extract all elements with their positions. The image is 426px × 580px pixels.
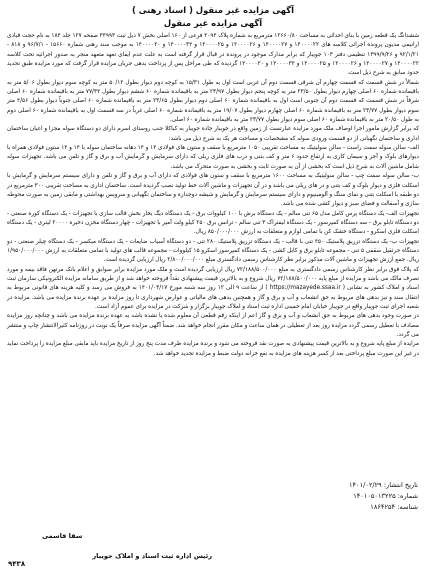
body-paragraph-6: تجهیزات الف- یک دستگاه پرس کامل مدل ۶۵ تنی سالم - یک دستگاه برش با ۱۰۰ کیلووات برق - یک دستگاه دیگ بخار بخش قالب سازی با تجهیزات - یک دستگاه کوره صنعتی - دو دستگاه تابلو برق - سه دستگاه کمپرسور - یک دستگاه لیفتراک ۳ تنی سالم - ترانس برق ۲۵۰ کیلو ولت آمپر با تجهیزات - چهار دستگاه مخزن ذخیره ۲۰۰۰۰ لیتری - یک دستگاه اسکلت فلزی اسکرو - دستگاه خشک کن با تمامی لوازم و متعلقات به ارزش ۸۵۰/۰۰۰/۰۰۰ ریال. bbox=[7, 210, 419, 236]
signatory-name: سقا قاسمی bbox=[42, 532, 83, 540]
auction-notice bbox=[4, 4, 422, 572]
body-paragraph-9: در صورت وجود بدهی های مربوط به حق انشعاب و آب و برق و گاز اعم از اینکه رقم قطعی آن معلوم شده یا نشده باشد به عهده برنده مزایده می باشد و چنانچه روز مزایده مصادف با تعطیل رسمی گردد مزایده روز بعد از تعطیلی در همان ساعت و مکان مقرر انجام خواهد شد. ضمناً آگهی مزایده صرفاً یک نوبت در روزنامه کثیرالانتشار چاپ و منتشر می گردد. bbox=[7, 313, 419, 338]
body-paragraph-3: که برابر گزارش مامور اجرا اوصاف ملک مورد مزایده عبارتست از زمین واقع در جویبار جاده جویبار به کیاکلا جنب روستای اسرم دارای دو دستگاه سوله مجزا و اعیان ساختمان اداری و ساختمان نگهبانی از دو قسمت ورودی سوله که مشخصات و مساحت هر یک به شرح ذیل می باشد: bbox=[7, 126, 419, 142]
notice-footer bbox=[4, 480, 422, 572]
publication-date: تاریخ انتشار: ۱۴۰۱/۰۲/۲۹ bbox=[348, 481, 418, 489]
identifier: شناسه: ۱۸۶۴۲۵۴ bbox=[370, 503, 418, 511]
reference-code: ۹۴۳۸ bbox=[8, 560, 26, 568]
body-paragraph-8: که پلاک فوق برابر نظر کارشناس رسمی دادگستری به مبلغ ۷۲/۱۸۸/۵۰۰/۰۰۰ ریال ارزیابی گردیده است و ملک مورد مزایده برابر سوابق و اعلام بانک مرتهن فاقد بیمه و مورد تصرف مالک می باشد و مزایده از مبلغ پایه ۷۲/۱۸۸/۵۰۰/۰۰۰ ریال شروع و به بالاترین قیمت پیشنهادی نقداً فروخته خواهد شد و از طریق سامانه مزایده الکترونیکی سازمان ثبت اسناد و املاک کشور به نشانی ( https://mazayede.ssaa.ir ) از ساعت ۹ الی ۱۲ روز سه شنبه مورخ ۱۴۰۱/۰۳/۱۷ به فروش می رسد و کلیه هزینه های قانونی مربوط به انتقال سند و نیز بدهی های مربوط به حق انشعاب و آب و برق و گاز و همچنین بدهی های مالیاتی و عوارض شهرداری تا روز مزایده بر عهده برنده مزایده می باشد. مزایده در شعبه اجرای ثبت جویبار واقع در جویبار خیابان امام خمینی اداره ثبت اسناد و املاک جویبار برگزار و شرکت در مزایده برای عموم آزاد است. bbox=[7, 266, 420, 310]
body-paragraph-7: تجهیزات ب- یک دستگاه تزریق پلاستیک ۴۵۰ تنی با قالب - یک دستگاه تزریق پلاستیک ۲۸۰ تنی - دو دستگاه آسیاب ضایعات - یک دستگاه میکسر - یک دستگاه چیلر صنعتی - دو دستگاه جرثقیل سقفی ۵ تنی - مجموعه تابلو برق و کابل کشی - یک دستگاه کمپرسور اسکرو ۱۵ کیلووات - مجموعه قالب های تولید با تمامی متعلقات به ارزش ۱/۹۵۰/۰۰۰/۰۰۰ ریال. جمع ارزش تجهیزات و ماشین آلات مذکور برابر نظر کارشناس رسمی دادگستری مبلغ ۲/۸۰۰/۰۰۰/۰۰۰ ریال ارزیابی گردیده است. bbox=[7, 238, 419, 264]
body-paragraph-1: ششدانگ یک قطعه زمین با بنای احداثی به مساحت ۱۲۶۶۰/۸۰ مترمربع به شماره پلاک ۲۰۹۴ فرعی از ۱۶۰ اصلی بخش ۷ ذیل ثبت ۳۴۹۹۳ صفحه ۱۲۷ جلد ۱۸۴ به نام حجت قبادی ارانیمی مدیون پرونده اجرائی کلاسه های ۱۴۰۰۰۰۲۲ و ۱۴۰۰۰۰۲۷ و ۱۴۰۰۰۰۲۶ و ۱۴۰۰۰۰۲۵ و ۱۴۰۰۰۰۳۴ و ۱۴۰۰۰۰۲۰ به موجب سند رهنی شماره ۱۵۶۶۰ - ۹۶/۷/۱ و ۸۱۸ - ۹۲/۱/۲۱ و ۱۳۹۹/۹/۲۶ تنظیمی دفتر ۱۰۳ جویبار که برابر مدارک موجود در پرونده در قبال قرار گرفته است به علت عدم ایفای تعهد متعهد منجر به صدور اجرائیه تحت کلاسه ۱۴۰۰۰۰۲۲ و ۱۴۰۰۰۰۲۷ و ۱۴۰۰۰۰۲۶ و ۱۴۰۰۰۰۲۵ و ۱۴۰۰۰۰۳۴ و ۱۴۰۰۰۰۲۰ گردیده که طی مراحل پس از پرداخت بدهی جریان مزایده قرار گرفت که مورد مزایده طبق تحدید حدود سابق به شرح ذیل است. bbox=[7, 33, 420, 77]
signatory-title: رئیس اداره ثبت اسناد و املاک جویبار bbox=[92, 552, 212, 560]
document-number: شماره: ۱۴۰۱۰۵۰۱۳۲۲۵ bbox=[353, 492, 418, 500]
notice-subtitle: آگهی مزایده غیر منقول bbox=[163, 18, 263, 28]
notice-title: آگهی مزایده غیر منقول ( اسناد رهنی ) bbox=[132, 5, 294, 15]
body-paragraph-2: شمالاً در شش قسمت که قسمت چهارم آن شرقی قسمت دوم آن غربی است اول به طول ۱۵/۳۱ به کوچه دوم دیوار بطول ۵۰/۱۲ متر به کوچه سوم دیوار بطول ۵/۰۶ متر به باقیمانده شماره ۶۰ اصلی چهارم دیوار بطول ۲۳/۵۰ متر به کوچه پنجم دیوار بطول ۲۳/۹۷ متر به باقیمانده شماره ۶۰ ششم دیوار بطول ۷۷/۳۴ متر به باقیمانده شماره ۶۰ اصلی شرقاً در شش قسمت که قسمت دوم آن جنوبی است اول به باقیمانده شماره ۶۰ اصلی دوم دیوار بطول ۲۳/۶۵ متر به باقیمانده شماره ۶۰ اصلی جنوباً دیوار بطول ۴/۵۶ متر سوم دیوار بطول ۲۳/۷۷ متر به باقیمانده شماره ۶۰ اصلی چهارم دیوار بطول ۱۹/۰۷ متر به باقیمانده شماره ۶۰ اصلی غرباً در سه قسمت اول به باقیمانده شماره ۶۰ اصلی دوم به طول ۲۰/۵۰ متر به باقیمانده شماره ۶۰ اصلی سوم دیوار بطول ۲۳/۷۷ متر به باقیمانده شماره ۶۰ اصلی. bbox=[7, 79, 419, 124]
body-paragraph-5: ب- سالن سوله سمت چپ - سالن سولیتیک به مساحت ۱۶۰۰ مترمربع با سقف و ستون های فولادی که دارای آب و برق و گاز و تلفن و دارای سیستم سرمایش و گرمایش با اسکلت فلزی و دیوار بلوک و کف بتنی و در های ریلی می باشد و در آن تجهیزات و ماشین آلات خط تولید نصب گردیده است. ساختمان اداری به مساحت تقریبی ۳۰۰ مترمربع در دو طبقه با اسکلت بتنی و نمای سنگ و آلومینیوم و دارای سیستم سرمایش و گرمایش و شیشه دوجداره و ساختمان نگهبانی و سرویس بهداشتی و مابقی زمین به صورت محوطه سازی و آسفالت و فضای سبز و دیوار کشی شده می باشد. bbox=[7, 173, 419, 208]
notice-body bbox=[7, 32, 419, 359]
body-paragraph-10: مزایده از مبلغ پایه شروع و به بالاترین قیمت پیشنهادی به صورت نقد فروخته می شود و برنده مزایده ظرف مدت پنج روز از تاریخ مزایده باید مابقی مبلغ مزایده را پرداخت نماید در غیر این صورت مبلغ پرداختی بعد از کسر هزینه های مزایده به نفع خزانه دولت ضبط و مزایده تجدید خواهد شد. bbox=[7, 341, 419, 357]
publication-meta bbox=[349, 480, 418, 513]
notice-header bbox=[4, 4, 422, 30]
body-paragraph-4: الف- سالن سوله سمت راست - سالن سولیتیک به مساحت تقریبی ۱۰۵۰ مترمربع با سقف و ستون های فولادی ۱۴ و ۱۴ دهانه ساختمان سوله با ۱۴ و ۱۴ ستون فولادی همراه با دیوارهای بلوک و آجر و سیمان کاری به ارتفاع حدود ۶ متر و کف بتنی و درب های فلزی ریلی که دارای سرمایش و گرمایش آب و برق و گاز و تلفن می باشد. تجهیزات سوله شامل ماشین آلات به شرح ذیل است که بخشی از آن به صورت ثابت و بخشی به صورت متحرک می باشد. bbox=[7, 145, 419, 170]
